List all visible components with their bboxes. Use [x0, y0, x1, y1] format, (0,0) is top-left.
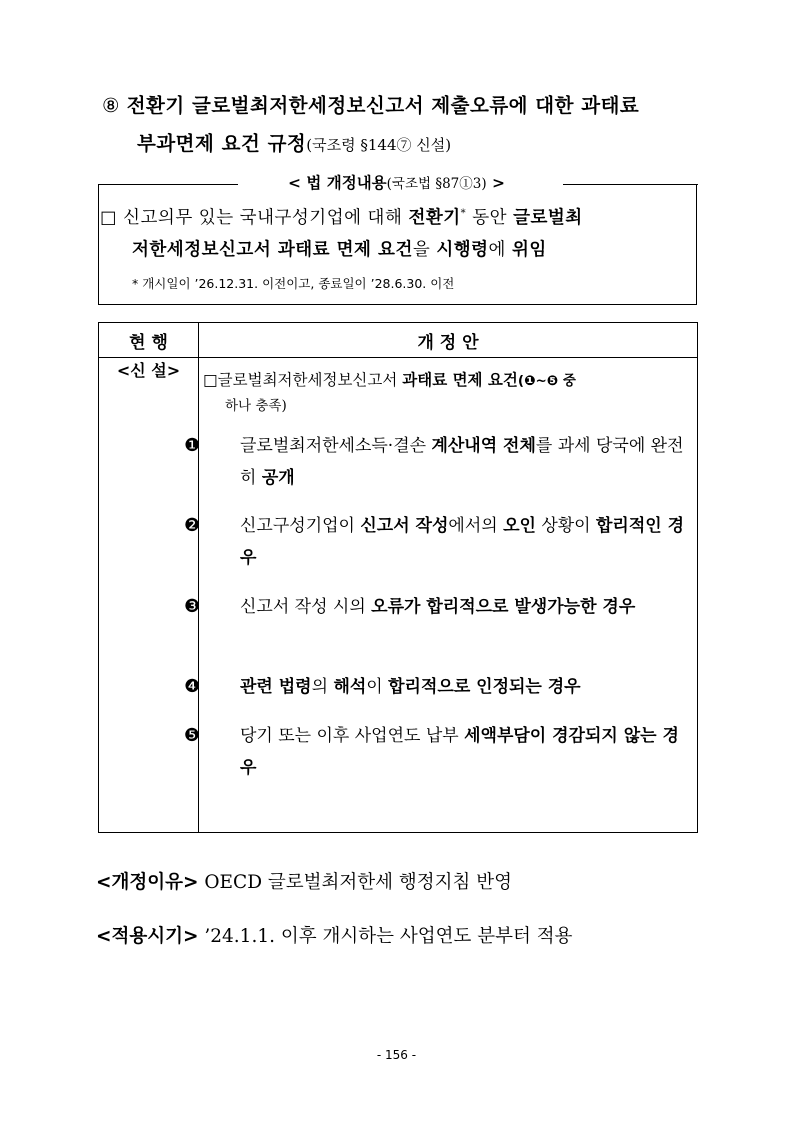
proposal-cell: [184, 358, 698, 833]
condition-text-bold: 세액부담이 경감되지 않는 경우: [240, 726, 679, 778]
condition-text-bold: 공개: [261, 468, 295, 488]
page-number: - 156 -: [376, 1048, 417, 1062]
condition-text-bold: 신고서 작성: [360, 516, 449, 536]
condition-number: ❺: [184, 725, 201, 746]
condition-text-bold: 계산내역 전체: [431, 436, 536, 456]
section-title-note: (국조령 §144⑦ 신설): [306, 136, 452, 154]
condition-item: [184, 720, 692, 784]
condition-text: 상황이: [535, 516, 596, 536]
amendment-reason-text: OECD 글로벌최저한세 행정지침 반영: [198, 872, 513, 893]
section-title-text-2: 부과면제 요건 규정: [137, 132, 307, 155]
application-timing-label: <적용시기>: [96, 926, 199, 947]
law-box-paragraph-line1: □ 신고의무 있는 국내구성기업에 대해 전환기* 동안 글로벌최: [100, 208, 583, 228]
condition-text: 신고구성기업이: [240, 516, 361, 536]
condition-item: [184, 510, 692, 574]
condition-text-bold: 해석: [333, 677, 367, 697]
table-row: [99, 358, 698, 833]
application-timing-text: ’24.1.1. 이후 개시하는 사업연도 분부터 적용: [198, 926, 573, 947]
condition-item: [184, 430, 692, 494]
section-title-text: 전환기 글로벌최저한세정보신고서 제출오류에 대한 과태료: [126, 94, 640, 117]
header-current: 현 행: [99, 323, 199, 358]
condition-text: 이: [366, 677, 389, 697]
condition-text: 에서의: [448, 516, 504, 536]
condition-text-bold: 합리적으로 인정되는 경우: [388, 677, 581, 697]
header-proposal: 개 정 안: [199, 323, 698, 358]
law-box-heading-note: (국조법 §87①3): [386, 176, 487, 192]
proposal-intro: □글로벌최저한세정보신고서 과태료 면제 요건(❶~❺ 중 하나 충족): [203, 371, 576, 414]
condition-number: ❹: [184, 676, 201, 697]
checkbox-square-icon: □: [100, 208, 118, 228]
condition-number: ❶: [184, 435, 201, 456]
condition-text: 당기 또는 이후 사업연도 납부: [240, 726, 465, 746]
section-title-line1: [102, 90, 639, 118]
condition-item: [184, 591, 692, 623]
condition-text-bold: 관련 법령: [240, 677, 312, 697]
checkbox-square-icon: □: [203, 371, 218, 389]
condition-text: 신고서 작성 시의: [240, 597, 372, 617]
condition-text-bold: 합리적인 경우: [240, 516, 685, 568]
condition-item: [184, 671, 692, 703]
section-number: ⑧: [102, 94, 120, 117]
condition-text-bold: 오인: [503, 516, 536, 536]
section-title-line2: [137, 128, 451, 156]
law-box-paragraph-line2: 저한세정보신고서 과태료 면제 요건을 시행령에 위임: [132, 240, 547, 260]
amendment-reason-label: <개정이유>: [96, 872, 199, 893]
application-timing: [96, 922, 572, 948]
condition-text: 의: [311, 677, 334, 697]
amendment-reason: [96, 868, 512, 894]
condition-text-bold: 오류가 합리적으로 발생가능한 경우: [371, 597, 636, 617]
condition-number: ❷: [184, 515, 201, 536]
table-header-row: [99, 323, 698, 358]
condition-text: 글로벌최저한세소득·결손: [240, 436, 432, 456]
law-box-footnote: * 개시일이 ’26.12.31. 이전이고, 종료일이 ’28.6.30. 이전: [132, 276, 455, 291]
condition-number: ❸: [184, 596, 201, 617]
law-box-heading: < 법 개정내용(국조법 §87①3) >: [287, 174, 505, 192]
law-box-heading-text: 법 개정내용: [306, 174, 387, 192]
comparison-table: [98, 322, 698, 833]
condition-text: 를 과세 당국에 완전히: [240, 436, 684, 488]
current-cell: <신 설>: [99, 358, 199, 833]
